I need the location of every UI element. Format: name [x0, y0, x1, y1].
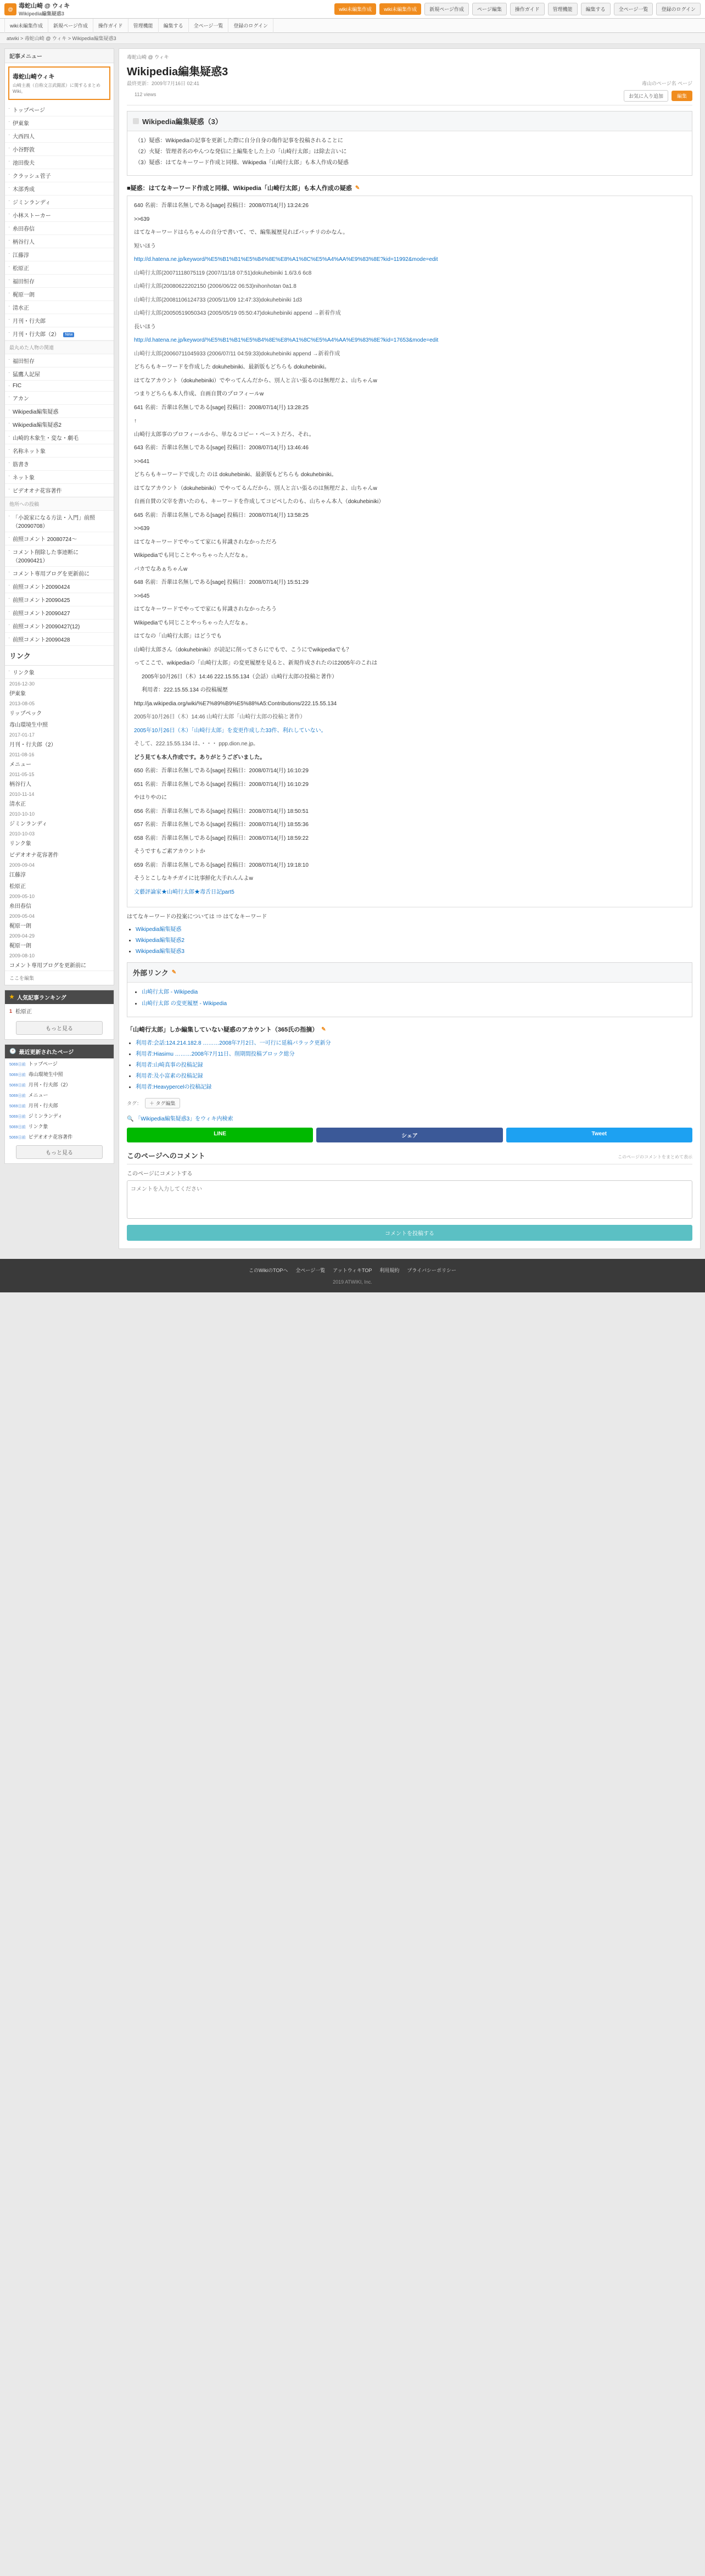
- post-line-62: 658 名前：吾輩は名無しである[sage] 投稿日：2008/07/14(月) 18:59:22: [134, 835, 309, 841]
- updated-row-1[interactable]: [5, 1069, 114, 1079]
- post-footer-link[interactable]: 文藝評論家★山崎行太郎★毒舌日記part5: [134, 889, 234, 895]
- footer-link-3[interactable]: 利用規約: [379, 1268, 400, 1273]
- external-link-1[interactable]: [142, 1000, 686, 1008]
- account-item-0[interactable]: [136, 1038, 692, 1046]
- updated-row-7[interactable]: [5, 1131, 114, 1142]
- sidebar-item-11[interactable]: · 松原正: [5, 261, 114, 275]
- site-logo[interactable]: [4, 1, 70, 17]
- related-link-2[interactable]: [136, 946, 692, 955]
- post-line-9: 長いほう: [134, 324, 156, 330]
- recent-list-4: [5, 778, 114, 789]
- updated-time-6: 5069日前: [9, 1125, 26, 1129]
- sidebar-item-0[interactable]: · 伊東象: [5, 116, 114, 130]
- post-line-11: 山崎行太郎(20060711045933 (2006/07/11 04:59:33)dokuhebiniki append →新着作成: [134, 350, 340, 357]
- comment-input[interactable]: [127, 1180, 692, 1219]
- recent-date-7: 2010-10-03: [9, 831, 35, 837]
- recent-item-0-0[interactable]: 伊東象: [9, 691, 26, 697]
- atwiki-logo-icon: @: [4, 3, 16, 15]
- tag-edit-button[interactable]: ＋ タグ編集: [145, 1098, 180, 1108]
- post-line-38: 山崎行太郎さん（dokuhebiniki）が読記に削ってさらにでもで、こうにでwikipediaでも？: [134, 646, 352, 653]
- external-links-list: [142, 988, 686, 1008]
- post-line-16: 641 名前：吾輩は名無しである[sage] 投稿日：2008/07/14(月) 13:28:25: [134, 404, 309, 411]
- related-link-0[interactable]: [136, 924, 692, 933]
- post-line-47: どう見ても本人作成です。ありがとうございました。: [134, 754, 266, 761]
- post-line-52: 651 名前：吾輩は名無しである[sage] 投稿日：2008/07/14(月) 16:10:29: [134, 781, 309, 788]
- sidebar: [4, 48, 114, 1168]
- ranking-panel: [4, 990, 114, 1040]
- suspicion-summary-title: Wikipedia編集疑惑（3）: [142, 118, 222, 126]
- suspicion-item-1: （2）火疑：管理者名のやんつな発信に上編集をした上の「山崎行太郎」は除去言いに: [135, 149, 347, 155]
- create-wiki-button[interactable]: wiki未編集作成: [334, 3, 376, 15]
- sidebar-group2-list: [5, 354, 114, 497]
- post-line-32: 648 名前：吾輩は名無しである[sage] 投稿日：2008/07/14(月) 15:51:29: [134, 579, 309, 586]
- main-content: [119, 48, 701, 1249]
- sidebar-others-list: [5, 511, 114, 646]
- updated-label-7: ビデオオナ花容著件: [28, 1134, 73, 1140]
- post-line-13: はてなアカウント（dokuhebiniki）でやってんんだから、別人と言い張るのは無理だよ、山ちゃんw: [134, 377, 377, 384]
- account-link-2[interactable]: 利用者:山崎真事の投稿記録: [136, 1062, 203, 1068]
- nav-item-4[interactable]: 編集する: [159, 19, 189, 33]
- meta-actions: [624, 90, 692, 102]
- post-line-39: ってここで、wikipediaの「山崎行太郎」の変更履歴を見ると、新規作成されたのは2005年のこれは: [134, 660, 378, 666]
- page-nav-label[interactable]: 毒山のページ名 ページ: [641, 81, 692, 86]
- recent-item-1-1[interactable]: 毒山環境生中照: [9, 722, 48, 728]
- account-link-4[interactable]: 利用者:Heavypercelの投稿記録: [136, 1084, 212, 1090]
- recent-date-9: 2009-05-10: [9, 894, 35, 899]
- recent-item-4-0[interactable]: 柄谷行人: [9, 782, 31, 788]
- sidebar-item-8[interactable]: · 糸田春信: [5, 222, 114, 235]
- post-line-49: 650 名前：吾輩は名無しである[sage] 投稿日：2008/07/14(月) 16:10:29: [134, 768, 309, 774]
- wiki-subtitle: 山崎主義（自称文言武闘派）に関するまとめWiki。: [13, 83, 100, 94]
- post-line-66: 659 名前：吾輩は名無しである[sage] 投稿日：2008/07/14(月) 19:18:10: [134, 862, 309, 868]
- footer-link-1[interactable]: 全ページ一覧: [295, 1268, 326, 1273]
- updated-time-0: 5069日前: [9, 1063, 26, 1067]
- guide-button[interactable]: 操作ガイド: [510, 3, 545, 15]
- suspicion-item-2: （3）疑惑：はてなキーワード作成と同様、Wikipedia「山崎行太郎」も本人作成の疑惑: [135, 160, 349, 166]
- edit-article-button[interactable]: 編集: [672, 91, 692, 101]
- sidebar-g2b-0[interactable]: · ビデオオナ花容著件: [5, 484, 114, 497]
- post-line-28: はてなキーワードでやってて家にも昇識されなかっただろ: [134, 539, 277, 545]
- nav-item-3[interactable]: 管理機能: [128, 19, 159, 33]
- last-update: 最終更新：2009年7月16日 02:41: [127, 81, 200, 86]
- updated-label-1: 毒山環境生中照: [28, 1072, 63, 1077]
- updated-time-1: 5069日前: [9, 1073, 26, 1077]
- sidebar-other-8[interactable]: · 前照コメント20090428: [5, 633, 114, 646]
- sidebar-edit-footer[interactable]: ここを編集: [5, 971, 114, 985]
- external-link-0[interactable]: [142, 988, 686, 997]
- hatena-note: [127, 912, 692, 920]
- updated-row-0[interactable]: [5, 1058, 114, 1069]
- sidebar-other-7[interactable]: · 前照コメント20090427(12): [5, 620, 114, 633]
- updated-label-4: 月刊・行夫郎: [28, 1103, 58, 1108]
- updated-row-4[interactable]: [5, 1100, 114, 1111]
- site-subtitle: Wikipedia編集疑惑3: [19, 11, 64, 16]
- post-line-56: 656 名前：吾輩は名無しである[sage] 投稿日：2008/07/14(月) 18:50:51: [134, 808, 309, 815]
- post-line-30: バカでなあぁちゃんw: [134, 566, 188, 572]
- external-link-anchor-1[interactable]: 山崎行太郎 の変更履歴 - Wikipedia: [142, 1001, 227, 1007]
- recent-item-8-0[interactable]: 江藤淳: [9, 872, 26, 878]
- post-line-22: どちらもキーワードで成した のは dokuhebiniki、最新版もどちらも dokuhebiniki。: [134, 472, 337, 478]
- updated-head: [5, 1045, 114, 1058]
- view-count: 112 views: [135, 91, 156, 97]
- recent-item-2-0[interactable]: 月刊・行夫郎（2）: [9, 742, 57, 748]
- updated-time-5: 5069日前: [9, 1115, 26, 1119]
- recent-item-6-0[interactable]: ジミンランディ: [9, 821, 48, 827]
- sidebar-links-list: [5, 666, 114, 679]
- recent-list-2: [5, 738, 114, 750]
- updated-label-5: ジミンランディ: [28, 1113, 63, 1119]
- account-link-0[interactable]: 利用者:会話:124.214.182.8 ………2008年7月2日、一可行に延稿バラック更新分: [136, 1040, 331, 1046]
- ranking-more-button[interactable]: もっと見る: [16, 1021, 103, 1035]
- wiki-search-label[interactable]: 「Wikipedia編集疑惑3」をウィキ内検索: [135, 1116, 233, 1122]
- sidebar-g2-8[interactable]: · 筋書き: [5, 458, 114, 471]
- accounts-head: [127, 1025, 692, 1034]
- updated-panel: [4, 1044, 114, 1164]
- create-wiki-button-2[interactable]: wiki未編集作成: [379, 3, 421, 15]
- sidebar-item-10[interactable]: · 江藤淳: [5, 248, 114, 261]
- footer-link-0[interactable]: このWikiのTOPへ: [249, 1268, 288, 1273]
- footer-link-2[interactable]: アットウィキTOP: [333, 1268, 372, 1273]
- sidebar-other-5[interactable]: · 前照コメント20090425: [5, 593, 114, 606]
- sidebar-item-13[interactable]: · 梶原一朗: [5, 288, 114, 301]
- comment-section: [127, 1150, 692, 1241]
- recent-item-12-0[interactable]: コメント専用ブログを更新前に: [9, 963, 86, 969]
- post-line-4[interactable]: http://d.hatena.ne.jp/keyword/%E5%B1%B1%E5%B4%8E%E8%A1%8C%E5%A4%AA%E9%83%8E?kid=11992&mode=edit: [134, 257, 438, 263]
- post-line-1: >>639: [134, 216, 150, 222]
- account-item-2[interactable]: [136, 1060, 692, 1068]
- recent-item-7-1[interactable]: ビデオオナ花容著件: [9, 852, 59, 858]
- post-line-8: 山崎行太郎(20050519050343 (2005/05/19 05:50:47)dokuhebiniki append →新着作成: [134, 310, 341, 316]
- nav-item-5[interactable]: 全ページ一覧: [189, 19, 229, 33]
- post-line-26: 645 名前：吾輩は名無しである[sage] 投稿日：2008/07/14(月) 13:58:25: [134, 512, 309, 518]
- updated-label-0: トップページ: [28, 1061, 58, 1067]
- recent-date-12: 2009-08-10: [9, 953, 35, 958]
- share-twitter-button[interactable]: Tweet: [506, 1128, 692, 1142]
- updated-row-3[interactable]: [5, 1090, 114, 1100]
- accounts-list: [136, 1038, 692, 1090]
- recent-list-3: [5, 758, 114, 770]
- recent-date-5: 2010-11-14: [9, 791, 35, 797]
- post-line-37: はてなの「山崎行太郎」はどうでも: [134, 633, 222, 639]
- post-line-35: Wikipediaでも同じことやっちゃった人だなぁ。: [134, 620, 251, 626]
- account-item-3[interactable]: [136, 1071, 692, 1079]
- sidebar-other-3[interactable]: · コメント専用ブログを更新前に: [5, 567, 114, 580]
- new-page-button[interactable]: 新規ページ作成: [424, 3, 469, 15]
- accounts-edit-pencil-icon[interactable]: ✎: [321, 1026, 326, 1033]
- comment-head-title: このページへのコメント: [127, 1152, 205, 1160]
- favorite-button[interactable]: お気に入り追加: [624, 90, 668, 102]
- sidebar-other-0[interactable]: · 「小説家になる方法・入門」前照（20090708）: [5, 511, 114, 532]
- recent-item-1-0[interactable]: リップペック: [9, 711, 42, 717]
- related-link-anchor-1[interactable]: Wikipedia編集疑惑2: [136, 938, 184, 944]
- post-line-54: やはりやのに: [134, 795, 167, 801]
- sidebar-link-0[interactable]: · リンク象: [5, 666, 114, 679]
- comment-submit-button[interactable]: コメントを投稿する: [127, 1225, 692, 1241]
- recent-list-11: [5, 939, 114, 951]
- post-line-45[interactable]: 2005年10月26日（木）「山崎行太郎」を変更作成した33件、利れしていない。: [134, 727, 327, 734]
- sidebar-item-14[interactable]: · 清水正: [5, 301, 114, 314]
- tag-row: [127, 1098, 692, 1108]
- nav-item-1[interactable]: 新規ページ作成: [48, 19, 93, 33]
- post-line-34: はてなキーワードでやってで家にも昇識されなかったろう: [134, 606, 277, 612]
- sidebar-item-6[interactable]: · ジミンランディ: [5, 196, 114, 209]
- recent-date-0: 2016-12-30: [9, 681, 35, 687]
- nav-item-0[interactable]: wiki未編集作成: [4, 19, 48, 33]
- nav-item-2[interactable]: 操作ガイド: [93, 19, 128, 33]
- ranking-label-0: 松原正: [15, 1009, 32, 1015]
- updated-head-label: 最近更新されたページ: [19, 1050, 74, 1056]
- sidebar-other-4[interactable]: · 前照コメント20090424: [5, 580, 114, 593]
- post-line-5: 山崎行太郎(20071118075119 (2007/11/18 07:51)dokuhebiniki 1.6/3.6 6c8: [134, 270, 312, 276]
- post-line-42: 利用者：222.15.55.134 の投稿履歴: [142, 687, 228, 693]
- account-link-1[interactable]: 利用者:Hiasimu ………2008年7月11日、削期間投稿ブロック総分: [136, 1051, 295, 1057]
- account-item-4[interactable]: [136, 1082, 692, 1090]
- recent-item-9-0[interactable]: 糸田春信: [9, 904, 31, 910]
- sidebar-item-top[interactable]: · トップページ: [5, 103, 114, 116]
- ranking-row-0[interactable]: [5, 1004, 114, 1018]
- external-links-box: [127, 962, 692, 1017]
- wiki-search-row[interactable]: [127, 1114, 692, 1122]
- sidebar-item-2[interactable]: · 小谷野敦: [5, 143, 114, 156]
- document-icon: [133, 118, 139, 124]
- admin-button[interactable]: 管理機能: [548, 3, 578, 15]
- share-line-button[interactable]: LINE: [127, 1128, 313, 1142]
- ranking-head: [5, 990, 114, 1004]
- sidebar-item-3[interactable]: · 池田俊夫: [5, 156, 114, 169]
- recent-list-5: [5, 798, 114, 809]
- recent-item-5-0[interactable]: 清水正: [9, 801, 26, 807]
- recent-date-4: 2011-05-15: [9, 772, 35, 777]
- footer-link-4[interactable]: プライバシーポリシー: [407, 1268, 456, 1273]
- comment-head: [127, 1150, 692, 1164]
- sidebar-other-1[interactable]: · 前照コメント 20080724～: [5, 532, 114, 545]
- suspicion-summary-box: [127, 111, 692, 176]
- recent-item-8-1[interactable]: 松原正: [9, 884, 26, 890]
- updated-label-3: メニュー: [28, 1092, 48, 1098]
- sidebar-g2-5[interactable]: · Wikipedia編集疑惑2: [5, 418, 114, 431]
- sidebar-g2-7[interactable]: · 名称ネット象: [5, 444, 114, 458]
- breadcrumb: [0, 33, 705, 44]
- account-link-3[interactable]: 利用者:及小富素の投稿記録: [136, 1073, 203, 1079]
- recent-item-11-0[interactable]: 梶原一朗: [9, 943, 31, 949]
- content-breadcrumb[interactable]: 毒蛇山崎 @ ウィキ: [127, 54, 169, 60]
- updated-time-7: 5069日前: [9, 1136, 26, 1140]
- search-icon: 🔍: [127, 1116, 134, 1122]
- share-row: [127, 1128, 692, 1142]
- sidebar-other-2[interactable]: · コメント削除した事迹断に（20090421）: [5, 545, 114, 567]
- external-links-title: 外部リンク: [133, 969, 169, 977]
- sidebar-item-monthly-2[interactable]: [5, 327, 114, 341]
- recent-item-3-0[interactable]: メニュー: [9, 762, 31, 768]
- footer-copyright: 2019 ATWIKI, Inc.: [333, 1279, 372, 1285]
- external-edit-pencil-icon[interactable]: ✎: [171, 969, 177, 975]
- post-line-21: >>641: [134, 458, 150, 465]
- share-facebook-button[interactable]: シェア: [316, 1128, 502, 1142]
- recent-date-8: 2009-09-04: [9, 862, 35, 868]
- post-line-17: ↑: [134, 418, 137, 424]
- post-line-6: 山崎行太郎(20080622202150 (2006/06/22 06:53)nihonhotan 0a1.8: [134, 283, 296, 289]
- post-line-27: >>639: [134, 526, 150, 532]
- page-title: Wikipedia編集疑惑3: [127, 66, 228, 78]
- section2-title-text: ■疑惑：はてなキーワード作成と同様、Wikipedia「山崎行太郎」も本人作成の疑惑: [127, 185, 352, 192]
- sidebar-main-list: [5, 103, 114, 314]
- sidebar-other-6[interactable]: · 前照コメント20090427: [5, 606, 114, 620]
- clock-icon: 🕐: [9, 1049, 16, 1055]
- sidebar-item-7[interactable]: · 小林ストーカー: [5, 209, 114, 222]
- wiki-title-box: [8, 66, 110, 100]
- recent-item-10-0[interactable]: 梶原一朗: [9, 923, 31, 929]
- recent-date-6: 2010-10-10: [9, 811, 35, 817]
- recent-list-6: [5, 817, 114, 829]
- sidebar-item-monthly-1[interactable]: · 月刊・行夫郎: [5, 314, 114, 327]
- ranking-number-0: 1: [9, 1008, 13, 1014]
- wiki-title: 毒蛇山崎ウィキ: [13, 74, 55, 80]
- updated-label-2: 月刊・行夫郎（2）: [28, 1082, 71, 1088]
- sidebar-g2-3[interactable]: · アカン: [5, 392, 114, 405]
- related-link-anchor-2[interactable]: Wikipedia編集疑惑3: [136, 949, 184, 955]
- related-link-anchor-0[interactable]: Wikipedia編集疑惑: [136, 927, 182, 933]
- updated-time-4: 5069日前: [9, 1105, 26, 1108]
- updated-time-3: 5069日前: [9, 1094, 26, 1098]
- recent-list-9: [5, 900, 114, 911]
- sidebar-monthly-list: [5, 314, 114, 341]
- sidebar-others-head: 他所への投稿: [5, 497, 114, 511]
- top-bar: [0, 0, 705, 19]
- recent-list-8: [5, 868, 114, 891]
- footer: [0, 1259, 705, 1292]
- tag-label: タグ：: [127, 1101, 142, 1106]
- external-links-body: [127, 983, 692, 1017]
- post-line-24: 自画自賛の父宰を書いたのも、キーワードを作成してコピペしたのも、山ちゃん本人（dokuhebiniki）: [134, 499, 384, 505]
- comment-head-mini[interactable]: このページのコメントをまとめて表示: [618, 1155, 692, 1159]
- recent-list-1: [5, 707, 114, 730]
- recent-date-2: 2017-01-17: [9, 732, 35, 738]
- sidebar-item-4[interactable]: · クラッシュ菅子: [5, 169, 114, 182]
- sidebar-g2-0[interactable]: · 福田恒存: [5, 354, 114, 367]
- recent-date-10: 2009-05-04: [9, 913, 35, 919]
- edit-page-button[interactable]: ページ編集: [472, 3, 507, 15]
- external-links-head: [127, 963, 692, 983]
- post-line-2: はてなキーワードはらちゃんの自分で書いて、で、編集履歴見ればバッチリのかなん。: [134, 230, 349, 236]
- post-line-0: 640 名前：吾輩は名無しである[sage] 投稿日：2008/07/14(月) 13:24:26: [134, 203, 309, 209]
- sidebar-item-1[interactable]: · 大西四人: [5, 130, 114, 143]
- suspicion-item-0: （1）疑惑：Wikipediaの記事を更新した際に自分自身の傷作記事を投稿されることに: [135, 138, 343, 144]
- recent-list-12: [5, 959, 114, 971]
- account-item-1[interactable]: [136, 1049, 692, 1057]
- post-line-33: >>645: [134, 593, 150, 599]
- post-line-44: 2005年10月26日（木）14:46 山崎行太郎「山崎行太郎の投稿と著作）: [134, 714, 306, 720]
- site-title: 毒蛇山崎 @ ウィキ: [19, 3, 70, 9]
- breadcrumb-text[interactable]: atwiki > 毒蛇山崎 @ ウィキ > Wikipedia編集疑惑3: [7, 36, 116, 41]
- sidebar-section-label: 最丸めた人物の関連: [5, 341, 114, 354]
- login-button[interactable]: 登録のログイン: [656, 3, 701, 15]
- post-line-68: そうとこしなキチガイに比事鮮化大手れんんよw: [134, 876, 253, 882]
- edit-button[interactable]: 編集する: [581, 3, 611, 15]
- sidebar-g2-4[interactable]: · Wikipedia編集疑惑: [5, 405, 114, 418]
- accounts-head-text: 「山崎行太郎」しか編集していない疑惑のアカウント（365氏の指摘）: [127, 1027, 318, 1033]
- title-actions-row: [119, 90, 700, 105]
- ranking-head-label: 人気記事ランキング: [16, 995, 66, 1001]
- recent-item-7-0[interactable]: リンク象: [9, 841, 31, 847]
- recent-list-0: [5, 687, 114, 699]
- sidebar-g2-6[interactable]: · 山崎的木象生・変な・劇毛: [5, 431, 114, 444]
- post-line-12: どちらもキーワードを作成した dokuhebiniki、最新版もどちらも dokuhebiniki。: [134, 364, 330, 370]
- recent-list-10: [5, 919, 114, 931]
- sidebar-item-12[interactable]: · 福田恒存: [5, 275, 114, 288]
- article-menu-panel: [4, 48, 114, 985]
- post-line-29: Wikipediaでも同じことやっちゃった人だなぁ。: [134, 553, 251, 559]
- updated-row-6[interactable]: [5, 1121, 114, 1131]
- comment-sub: このページにコメントする: [127, 1171, 193, 1177]
- sidebar-g2-1[interactable]: · 猛鷹人記屋: [5, 367, 114, 381]
- post-line-20: 643 名前：吾輩は名無しである[sage] 投稿日：2008/07/14(月) 13:46:46: [134, 445, 309, 451]
- updated-more-button[interactable]: もっと見る: [16, 1145, 103, 1159]
- post-line-41: 2005年10月26日（木）14:46 222.15.55.134（会話）山崎行太郎の投稿と著作）: [142, 673, 338, 680]
- post-line-3: 短いほう: [134, 243, 156, 249]
- footer-links: [0, 1267, 705, 1274]
- post-line-14: つまりどちらも本人作成、自画自賛のプロフィールw: [134, 391, 264, 397]
- thread-quote-block: [127, 196, 692, 907]
- page-layout: [0, 44, 705, 1253]
- post-line-59: 657 名前：吾輩は名無しである[sage] 投稿日：2008/07/14(月) 18:55:36: [134, 822, 309, 828]
- suspicion-summary-body: [127, 131, 692, 175]
- star-icon: ★: [9, 994, 14, 1000]
- title-meta: [119, 80, 700, 90]
- updated-row-2[interactable]: [5, 1079, 114, 1090]
- post-line-23: はてなアカウント（dokuhebiniki）でやってるんだから、別人と言い張るのは無理だよ、山ちゃんw: [134, 485, 377, 492]
- edit-pencil-icon[interactable]: ✎: [355, 185, 360, 191]
- sidebar-item-5[interactable]: · 木部秀成: [5, 182, 114, 196]
- sidebar-link-head: リンク: [5, 646, 114, 666]
- post-line-18: 山崎行太郎事のプロフィールから、単なるコピー・ペーストだろ、それ。: [134, 431, 315, 438]
- related-link-1[interactable]: [136, 935, 692, 944]
- post-line-64: そうですもご素アカウントか: [134, 849, 205, 855]
- recent-date-11: 2009-04-29: [9, 933, 35, 939]
- related-links-list: [136, 924, 692, 955]
- post-line-7: 山崎行太郎(20081106124733 (2005/11/09 12:47:33)dokuhebiniki 1d3: [134, 297, 302, 303]
- sidebar-recent-block: [5, 679, 114, 971]
- section2-title: [127, 183, 692, 192]
- recent-list-7: [5, 837, 114, 860]
- nav-bar: [0, 19, 705, 33]
- all-pages-button[interactable]: 全ページ一覧: [614, 3, 653, 15]
- article-menu-head: 記事メニュー: [5, 49, 114, 63]
- post-line-46: そして、222.15.55.134 は、・・・ ppp.dion.ne.jp。: [134, 741, 259, 747]
- sidebar-g2-2[interactable]: · FIC: [5, 381, 114, 392]
- suspicion-list: [133, 137, 686, 168]
- external-link-anchor-0[interactable]: 山崎行太郎 - Wikipedia: [142, 989, 198, 995]
- suspicion-summary-head: [127, 111, 692, 131]
- new-badge: New: [63, 332, 74, 337]
- nav-item-6[interactable]: 登録のログイン: [228, 19, 273, 33]
- updated-time-2: 5069日前: [9, 1084, 26, 1088]
- updated-row-5[interactable]: [5, 1111, 114, 1121]
- post-line-43: http://ja.wikipedia.org/wiki/%E7%89%B9%E5%88%A5:Contributions/222.15.55.134: [134, 700, 337, 707]
- recent-date-3: 2011-08-16: [9, 752, 35, 757]
- sidebar-item-9[interactable]: · 柄谷行人: [5, 235, 114, 248]
- recent-date-1: 2013-08-05: [9, 701, 35, 706]
- sidebar-g2-9[interactable]: · ネット象: [5, 471, 114, 484]
- post-line-10[interactable]: http://d.hatena.ne.jp/keyword/%E5%B1%B1%E5%B4%8E%E8%A1%8C%E5%A4%AA%E9%83%8E?kid=17653&mode=edit: [134, 337, 439, 343]
- hatena-note-text[interactable]: はてなキーワードの投案については ⇒ はてなキーワード: [127, 914, 267, 920]
- sidebar-item-monthly-2-label: 月刊・行夫郎（2）: [13, 332, 60, 338]
- updated-label-6: リンク象: [28, 1124, 48, 1129]
